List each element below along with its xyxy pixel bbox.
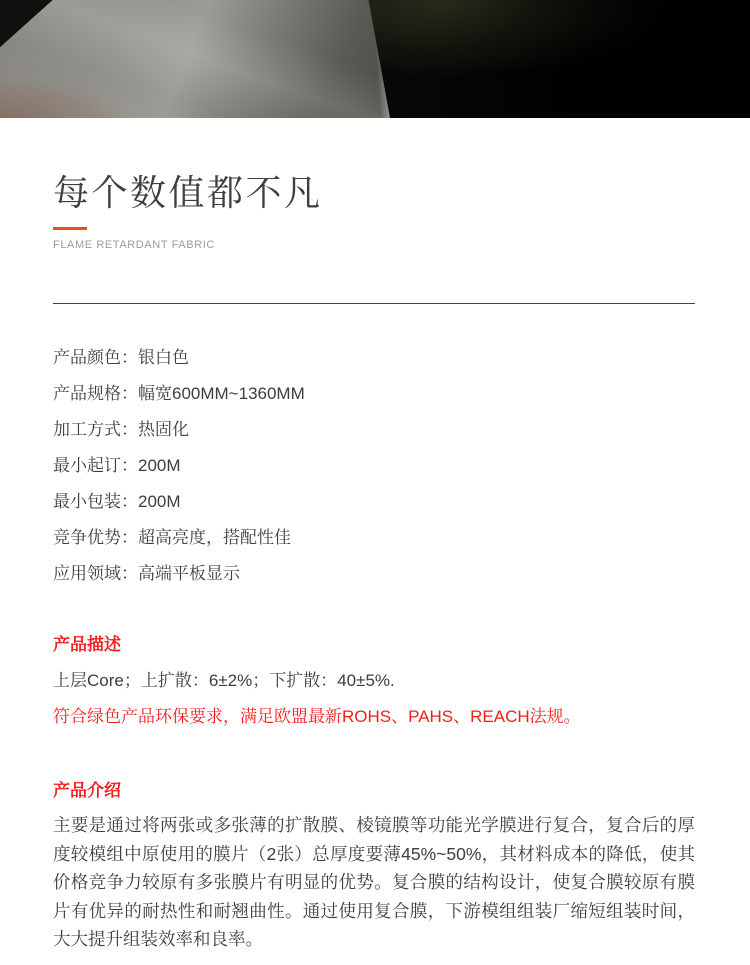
spec-value: 幅宽600MM~1360MM: [138, 384, 305, 403]
page-title: 每个数值都不凡: [53, 172, 323, 213]
spec-value: 银白色: [138, 348, 189, 367]
spec-label: 最小包装：: [53, 492, 138, 511]
spec-row-advantage: [53, 520, 695, 556]
product-detail-content: [0, 172, 750, 954]
section-divider: [53, 303, 695, 304]
spec-value: 高端平板显示: [138, 564, 240, 583]
product-intro-section: [53, 773, 695, 954]
spec-value: 200M: [138, 492, 181, 511]
spec-label: 产品规格：: [53, 384, 138, 403]
spec-label: 最小起订：: [53, 456, 138, 475]
product-intro-paragraph: 主要是通过将两张或多张薄的扩散膜、棱镜膜等功能光学膜进行复合，复合后的厚度较模组中原使用的膜片（2张）总厚度要薄45%~50%，其材料成本的降低，使其价格竞争力较原有多张膜片有明显的优势。复合膜的结构设计，使复合膜较原有膜片有优异的耐热性和耐翘曲性。通过使用复合膜，下游模组组装厂缩短组装时间，大大提升组装效率和良率。: [53, 815, 695, 949]
product-description-line: 上层Core；上扩散：6±2%；下扩散：40±5%.: [53, 671, 395, 690]
product-photo-vignette: [0, 0, 750, 118]
spec-row-min-package: [53, 484, 695, 520]
spec-row-color: [53, 340, 695, 376]
spec-value: 热固化: [138, 420, 189, 439]
spec-row-min-order: [53, 448, 695, 484]
page-subtitle: FLAME RETARDANT FABRIC: [53, 239, 215, 251]
spec-value: 超高亮度，搭配性佳: [138, 528, 291, 547]
spec-label: 应用领域：: [53, 564, 138, 583]
spec-row-size: [53, 376, 695, 412]
product-description-section: [53, 627, 695, 735]
spec-row-application: [53, 556, 695, 592]
spec-label: 产品颜色：: [53, 348, 138, 367]
product-description-heading: 产品描述: [53, 635, 121, 654]
spec-label: 加工方式：: [53, 420, 138, 439]
spec-value: 200M: [138, 456, 181, 475]
product-compliance-line: 符合绿色产品环保要求，满足欧盟最新ROHS、PAHS、REACH法规。: [53, 707, 581, 726]
spec-list: [53, 340, 695, 592]
product-intro-heading: 产品介绍: [53, 781, 121, 800]
product-photo: [0, 0, 750, 118]
spec-label: 竞争优势：: [53, 528, 138, 547]
spec-row-process: [53, 412, 695, 448]
accent-divider: [53, 227, 87, 230]
